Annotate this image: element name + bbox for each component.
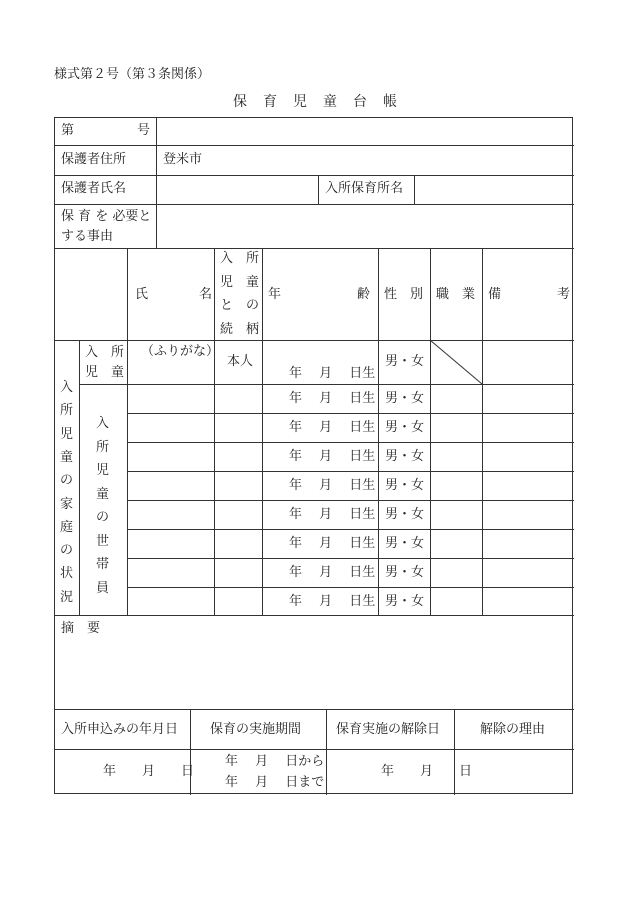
member-birthdate[interactable]: 年 月 日生 <box>289 449 376 464</box>
member-birthdate[interactable]: 年 月 日生 <box>289 565 376 580</box>
member-birthdate[interactable]: 年 月 日生 <box>289 594 376 609</box>
period-label: 保育の実施期間 <box>210 722 302 737</box>
number-label-first: 第 <box>61 123 75 138</box>
family-status-label-char: 童 <box>60 449 74 465</box>
header-relation-line: 児 童 <box>220 274 260 290</box>
register-form <box>54 117 573 794</box>
cancel-date-value[interactable]: 年 月 日 <box>381 764 473 779</box>
period-from-value[interactable]: 年 月 日から <box>225 754 325 769</box>
header-notes-last: 考 <box>557 287 571 302</box>
page-title <box>0 91 630 111</box>
summary-label: 摘 要 <box>61 621 101 636</box>
child-furigana-label: （ふりがな） <box>141 344 220 359</box>
nursery-name-label: 入所保育所名 <box>325 181 404 196</box>
member-sex[interactable]: 男・女 <box>385 391 425 406</box>
family-status-label-char: 児 <box>60 426 74 442</box>
household-members-label-char: 帯 <box>96 557 110 572</box>
family-status-label-char: 家 <box>60 496 74 512</box>
household-members-label-char: 所 <box>96 439 110 455</box>
family-status-label-char: の <box>60 473 74 489</box>
family-status-label-char: 所 <box>60 403 74 419</box>
member-sex[interactable]: 男・女 <box>385 420 425 435</box>
member-sex[interactable]: 男・女 <box>385 507 425 522</box>
family-status-label-char: 状 <box>60 566 74 582</box>
child-label-line: 入 所 <box>85 345 125 360</box>
title-char: 育 <box>263 94 277 110</box>
member-birthdate[interactable]: 年 月 日生 <box>289 478 376 493</box>
cancel-reason-label: 解除の理由 <box>480 722 546 737</box>
child-label-line: 児 童 <box>85 365 125 380</box>
household-members-label-char: の <box>96 510 110 525</box>
member-sex[interactable]: 男・女 <box>385 565 425 580</box>
member-sex[interactable]: 男・女 <box>385 536 425 551</box>
guardian-name-label: 保護者氏名 <box>61 181 127 196</box>
household-members-label-char: 児 <box>96 463 110 478</box>
address-label: 保護者住所 <box>61 152 127 167</box>
member-birthdate[interactable]: 年 月 日生 <box>289 391 376 406</box>
address-value[interactable]: 登米市 <box>163 152 203 167</box>
household-members-label-char: 世 <box>96 533 110 549</box>
application-date-label: 入所申込みの年月日 <box>61 722 179 737</box>
header-age-first: 年 <box>268 287 282 302</box>
title-char: 児 <box>293 94 307 110</box>
title-char: 保 <box>233 94 247 110</box>
header-relation-line: 続 柄 <box>220 321 260 337</box>
household-members-label-char: 入 <box>96 416 110 431</box>
child-sex[interactable]: 男・女 <box>385 354 425 369</box>
reason-label-line2: する事由 <box>61 229 114 244</box>
diagonal-slash-mark <box>430 340 482 384</box>
form-number-label: 様式第２号（第３条関係） <box>54 67 211 82</box>
header-sex: 性 別 <box>384 287 424 302</box>
member-sex[interactable]: 男・女 <box>385 594 425 609</box>
number-label-last: 号 <box>137 123 151 138</box>
reason-label-line1: 保 育 を 必要と <box>61 209 152 224</box>
title-char: 童 <box>323 94 337 110</box>
application-date-value[interactable]: 年 月 日 <box>103 764 195 779</box>
header-age-last: 齢 <box>357 287 371 302</box>
family-status-label-char: の <box>60 543 74 559</box>
title-char: 帳 <box>383 94 397 110</box>
header-relation-line: 入 所 <box>220 251 260 266</box>
household-members-label-char: 員 <box>96 580 110 596</box>
period-to-value[interactable]: 年 月 日まで <box>225 775 325 790</box>
family-status-label-char: 況 <box>60 589 74 605</box>
child-birthdate[interactable]: 年 月 日生 <box>289 366 376 381</box>
member-birthdate[interactable]: 年 月 日生 <box>289 420 376 435</box>
header-name-last: 名 <box>199 287 213 302</box>
household-members-label-char: 童 <box>96 486 110 502</box>
cancel-date-label: 保育実施の解除日 <box>336 722 441 737</box>
family-status-label-char: 入 <box>60 380 74 395</box>
family-status-label-char: 庭 <box>60 519 74 535</box>
child-relation-value: 本人 <box>227 354 254 369</box>
header-job: 職 業 <box>436 287 476 302</box>
header-notes-first: 備 <box>488 287 502 302</box>
member-birthdate[interactable]: 年 月 日生 <box>289 507 376 522</box>
member-birthdate[interactable]: 年 月 日生 <box>289 536 376 551</box>
header-name-first: 氏 <box>135 287 149 302</box>
member-sex[interactable]: 男・女 <box>385 449 425 464</box>
header-relation-line: と の <box>220 298 260 313</box>
member-sex[interactable]: 男・女 <box>385 478 425 493</box>
title-char: 台 <box>353 94 367 110</box>
